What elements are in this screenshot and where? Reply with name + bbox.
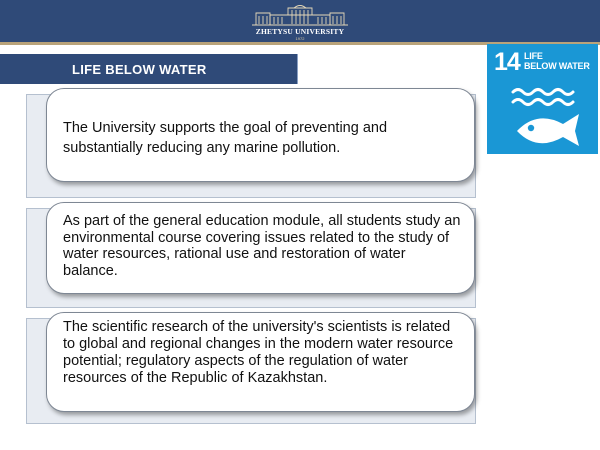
sdg-label-line1: LIFE [524, 51, 543, 61]
info-card-3 [46, 312, 475, 412]
university-name: ZHETYSU UNIVERSITY [255, 27, 345, 36]
card-2-text: As part of the general education module, all students study an environmental course covering issues related to the study of water resources, rational use and restoration of water balance. [63, 213, 461, 279]
info-card-1 [46, 88, 475, 182]
sdg-14-tile [487, 44, 598, 154]
card-1-text: The University supports the goal of preventing and substantially reducing any marine pollution. [63, 120, 388, 156]
section-title: LIFE BELOW WATER [72, 62, 207, 77]
card-3-text: The scientific research of the university's scientists is related to global and regional changes in the modern water resource potential; regulatory aspects of the regulation of water resources of the Republic of Kazakhstan. [63, 319, 454, 386]
section-title-bar [0, 54, 298, 84]
sdg-number: 14 [494, 48, 520, 76]
sdg-label [524, 51, 590, 71]
fish-waves-icon [487, 82, 598, 152]
university-logo[interactable] [248, 3, 352, 39]
sdg-label-line2: BELOW WATER [524, 61, 590, 71]
info-card-2 [46, 202, 475, 294]
founded-year: 1972 [295, 36, 305, 41]
university-building-icon [248, 3, 352, 27]
header-bar [0, 0, 600, 45]
